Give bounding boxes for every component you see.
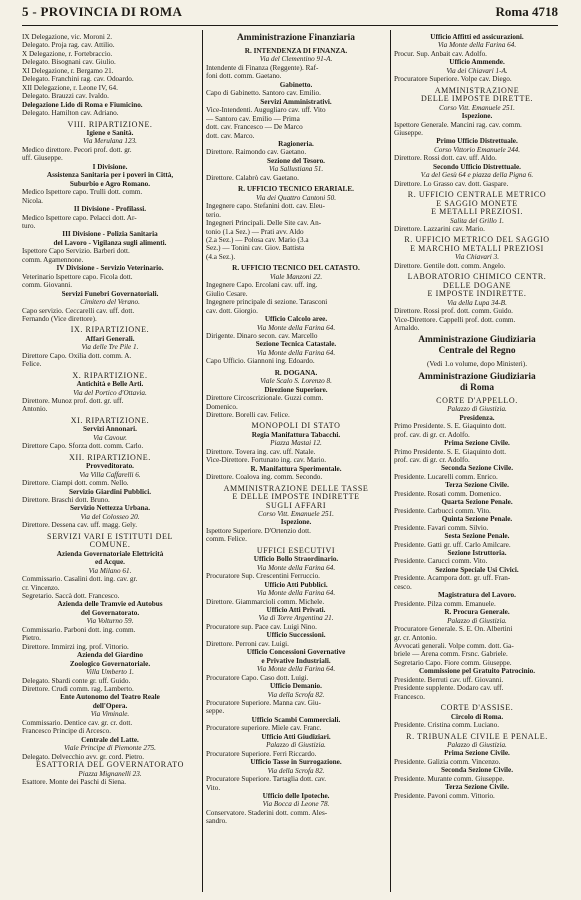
entry-line: Veterinario Ispettore capo. Ficola dott. <box>22 272 133 281</box>
entry-line: Direttore. Calabrò cav. Gaetano. <box>206 173 299 182</box>
entry-line: dott. cav. Marco. <box>206 131 255 140</box>
entry-line: — Santoro cav. Emilio — Prima <box>206 114 300 123</box>
entry-line: Presidente. Favari comm. Silvio. <box>394 523 489 532</box>
office-heading: SERVIZI VARI E ISTITUTI DEL <box>47 532 173 541</box>
section-heading: Azienda delle Tramvie ed Autobus <box>57 600 163 609</box>
section-heading: Presidenza. <box>459 413 495 422</box>
office-heading: E METALLI PREZIOSI. <box>431 208 523 217</box>
section-heading: Gabinetto. <box>279 80 313 89</box>
address-line: Palazzo di Giustizia. <box>447 405 507 414</box>
section-heading: del Governatorato. <box>80 608 140 617</box>
office-heading: ESATTORIA DEL GOVERNATORATO <box>36 761 184 770</box>
entry-line: Giuseppe. <box>394 128 423 137</box>
section-heading: Servizi Annonari. <box>83 425 137 434</box>
entry-line: Delegato. Proja rag. cav. Attilio. <box>22 41 115 50</box>
address-line: Via di Torre Argentina 21. <box>258 614 334 623</box>
section-heading: e Privative Industriali. <box>261 656 331 665</box>
section-heading: R. Manifattura Sperimentale. <box>250 464 342 473</box>
entry-line: Primo Presidente. S. E. Giaquinto dott. <box>394 447 506 456</box>
office-heading: MONOPOLI DI STATO <box>251 422 341 431</box>
section-heading: Sezione Istruttoria. <box>447 549 507 558</box>
section-heading: Ufficio Tasse in Surrogazione. <box>250 758 342 767</box>
section-heading: Commissione pel Gratuito Patrocinio. <box>418 667 536 676</box>
administration-heading: Centrale del Regno <box>438 346 516 357</box>
entry-line: Ingegnere capo. Stefanini dott. cav. Eleu- <box>206 202 325 211</box>
section-heading: Servizi Funebri Governatoriali. <box>61 289 159 298</box>
address-line: Viale Scalo S. Lorenzo 8. <box>260 377 332 386</box>
entry-line: turo. <box>22 221 36 230</box>
entry-line: Direttore. Gentile dott. comm. Angelo. <box>394 261 506 270</box>
entry-line: Direttore. Borelli cav. Felice. <box>206 411 290 420</box>
entry-line: (4.a Sez.). <box>206 252 236 261</box>
entry-line: Presidente. Galizia comm. Vincenzo. <box>394 757 501 766</box>
address-line: Salita del Grillo 1. <box>450 216 504 225</box>
entry-line: Ispettore Generale. Mancini rag. cav. comm. <box>394 120 522 129</box>
office-heading: CORTE D'APPELLO. <box>436 396 518 405</box>
entry-line: dott. cav. Francesco — De Marco <box>206 123 303 132</box>
address-line: Via Sallustiana 51. <box>268 165 324 174</box>
entry-line: Ispettore Superiore. D'Ortenzio dott. <box>206 526 311 535</box>
address-line: Via delle Tre Pile 1. <box>81 343 139 352</box>
address-line: Via dei Quattro Cantoni 50. <box>255 193 337 202</box>
address-line: Via Monte della Farina 64. <box>256 665 336 674</box>
entry-line: Procuratore Sup. Crescentini Ferruccio. <box>206 572 320 581</box>
entry-line: Avvocati generali. Volpe comm. dott. Ga- <box>394 642 514 650</box>
office-heading: E DELLE IMPOSTE INDIRETTE <box>232 493 360 502</box>
entry-line: Delegato. Brauzzi cav. Ivaldo. <box>22 92 109 101</box>
section-heading: Ufficio Bollo Straordinario. <box>253 555 339 564</box>
entry-line: Procur. Sup. Anbait cav. Adolfo. <box>394 49 487 58</box>
section-heading: Servizio Nettezza Urbana. <box>69 504 151 513</box>
entry-line: Delegato. Sbardi conte gr. uff. Guido. <box>22 676 131 685</box>
section-heading: Ufficio Atti Pubblici. <box>264 580 328 589</box>
section-heading: ed Acque. <box>95 558 125 567</box>
section-heading: Assistenza Sanitaria per i poveri in Città, <box>46 171 174 180</box>
entry-line: cr. Vincenzo. <box>22 583 60 592</box>
entry-line: Commissario. Dentice cav. gr. cr. dott. <box>22 718 133 727</box>
entry-line: Procuratore Generale. S. E. On. Albertini <box>394 625 513 634</box>
address-line: Corso Vitt. Emanuele 251. <box>258 510 334 519</box>
page-header <box>22 3 558 26</box>
office-heading: R. UFFICIO METRICO DEL SAGGIO <box>404 236 550 245</box>
address-line: Via della Lupa 34-B. <box>447 298 507 307</box>
address-line: Via Chiavari 3. <box>455 253 499 262</box>
section-heading: Quinta Sezione Penale. <box>441 515 513 524</box>
section-heading: Prima Sezione Civile. <box>444 749 510 758</box>
address-line: Via Merulana 123. <box>83 137 137 146</box>
section-heading: del Lavoro - Vigilanza sugli alimenti. <box>53 238 167 247</box>
section-heading: Centrale del Latte. <box>81 735 139 744</box>
office-heading: DELLE IMPOSTE DIRETTE. <box>420 95 534 104</box>
entry-line: Pietro. <box>22 634 41 643</box>
entry-line: Direttore. Munoz prof. dott. gr. uff. <box>22 397 124 406</box>
section-heading: Ente Autonomo del Teatro Reale <box>60 693 160 702</box>
office-heading: DELLE DOGANE <box>442 281 512 290</box>
address-line: Piazza Mastai 12. <box>270 439 322 448</box>
section-heading: Magistratura del Lavoro. <box>438 591 516 600</box>
section-heading: Ufficio Affitti ed assicurazioni. <box>430 33 524 41</box>
section-heading: IV Divisione - Servizio Veterinario. <box>56 264 164 273</box>
entry-line: uff. Giuseppe. <box>22 154 63 163</box>
section-heading: Ufficio Atti Privati. <box>266 606 326 614</box>
office-heading: E SAGGIO MONETE <box>436 199 518 208</box>
address-line: Via del Colosseo 20. <box>80 512 140 521</box>
section-heading: R. UFFICIO TECNICO ERARIALE. <box>238 185 354 194</box>
address-line: Via dei Chiavari 1-A. <box>446 66 508 75</box>
section-heading: Sezione Tecnica Catastale. <box>255 340 337 349</box>
section-heading: Quarta Sezione Penale. <box>441 498 513 507</box>
entry-line: Primo Presidente. S. E. Giaquinto dott. <box>394 422 506 431</box>
section-heading: Terza Sezione Civile. <box>445 481 509 490</box>
address-line: Cimitero del Verano. <box>80 298 140 307</box>
section-heading: Ufficio Successioni. <box>266 631 326 640</box>
section-heading: dell'Opera. <box>92 701 128 710</box>
section-heading: R. UFFICIO TECNICO DEL CATASTO. <box>232 264 360 273</box>
entry-line: Felice. <box>22 360 42 369</box>
entry-line: Direttore. Tovera ing. cav. uff. Natale. <box>206 447 316 456</box>
entry-line: Vice-Intendenti. Augugliaro cav. uff. Vito <box>206 106 326 115</box>
address-line: Via Milano 61. <box>88 566 132 575</box>
office-heading: XII. RIPARTIZIONE. <box>69 453 151 462</box>
entry-line: Presidente. Lucarelli comm. Enrico. <box>394 472 498 481</box>
entry-line: Direttore. Perroni cav. Luigi. <box>206 639 289 648</box>
entry-line: Delegato. Bisognani cav. Giulio. <box>22 58 116 67</box>
section-heading: Ufficio Atti Giudiziari. <box>261 732 331 741</box>
entry-line: Vice-Direttore. Fortunato ing. cav. Mario. <box>206 456 327 465</box>
address-line: Viale Manzoni 22. <box>269 272 323 281</box>
entry-line: foni dott. comm. Gaetano. <box>206 72 282 81</box>
address-line: Corso Vitt. Emanuele 251. <box>439 103 515 112</box>
entry-line: Presidente. Murante comm. Giuseppe. <box>394 774 505 783</box>
address-line: Palazzo di Giustizia. <box>447 616 507 625</box>
section-heading: Secondo Ufficio Distrettuale. <box>433 162 521 171</box>
address-line: Via Monte della Farina 64. <box>256 323 336 332</box>
entry-line: Direttore. Dessena cav. uff. magg. Gely. <box>22 521 138 530</box>
entry-line: Direttore. Lo Grasso cav. dott. Gaspare. <box>394 179 509 188</box>
section-heading: Ispezione. <box>280 518 312 527</box>
section-heading: Seconda Sezione Civile. <box>440 766 514 775</box>
entry-line: Presidente. Cristina comm. Luciano. <box>394 721 499 730</box>
section-heading: Zoologico Governatoriale. <box>69 659 151 668</box>
address-line: Via della Scrofa 82. <box>267 690 325 699</box>
section-heading: Circolo di Roma. <box>450 712 504 721</box>
office-heading: XI. RIPARTIZIONE. <box>70 416 150 425</box>
section-heading: Ufficio Concessioni Governative <box>246 648 346 657</box>
entry-line: Segretario Capo. Fiore comm. Giuseppe. <box>394 658 512 667</box>
entry-line: XI Delegazione, r. Bergamo 21. <box>22 66 114 75</box>
entry-line: Presidente. Rosati comm. Domenico. <box>394 489 501 498</box>
administration-heading: Amministrazione Giudiziaria <box>418 371 536 382</box>
administration-heading: Amministrazione Finanziaria <box>237 33 355 43</box>
section-heading: Sezione del Tesoro. <box>267 156 325 165</box>
address-line: Piazza Mignanelli 23. <box>78 769 142 778</box>
address-line: Via Monte della Farina 64. <box>256 348 336 357</box>
section-heading: Azienda del Giardino <box>77 651 143 660</box>
entry-line: Procuratore Capo. Caso dott. Luigi. <box>206 673 309 682</box>
section-heading: Affari Generali. <box>85 334 135 343</box>
address-line: Via della Scrofa 82. <box>267 766 325 775</box>
entry-line: Procuratore Superiore. Manna cav. Giu- <box>206 698 321 707</box>
entry-line: Commissario. Casalini dott. ing. cav. gr. <box>22 575 138 584</box>
entry-line: Presidente. Acampora dott. gr. uff. Fran- <box>394 574 511 583</box>
section-heading: II Divisione - Profilassi. <box>73 205 147 214</box>
entry-line: Direttore. Raimondo cav. Gaetano. <box>206 148 307 157</box>
address-line: Via Cavour. <box>93 433 127 442</box>
section-heading: I Divisione. <box>92 162 128 171</box>
section-heading: Antichità e Belle Arti. <box>76 380 144 389</box>
address-line: V.a del Gesù 64 e piazza della Pigna 6. <box>420 171 534 180</box>
entry-line: gr. cr. Antonio. <box>394 633 437 642</box>
section-heading: Ufficio delle Ipoteche. <box>262 791 330 800</box>
administration-heading: di Roma <box>459 382 495 393</box>
page-header-left: 5 - PROVINCIA DI ROMA <box>22 4 183 19</box>
entry-line: Direttore Capo. Sforza dott. comm. Carlo. <box>22 442 144 451</box>
address-line: Corso Vittorio Emanuele 244. <box>433 145 521 154</box>
office-heading: AMMINISTRAZIONE DELLE TASSE <box>223 484 369 493</box>
office-heading: E IMPOSTE INDIRETTE. <box>427 290 527 299</box>
section-heading: R. INTENDENZA DI FINANZA. <box>244 47 348 55</box>
entry-line: briele — Arena comm. Frsnc. Gabriele. <box>394 650 508 659</box>
entry-line: Ispettore Capo Servizio. Barberi dott. <box>22 247 130 256</box>
entry-line: terio. <box>206 210 221 219</box>
section-heading: Ufficio Calcolo aree. <box>264 315 328 324</box>
entry-line: Presidente. Carbucci comm. Vito. <box>394 506 491 515</box>
section-heading: Direzione Superiore. <box>264 385 328 394</box>
section-heading: Ufficio Demanio. <box>270 682 322 691</box>
entry-line: cav. dott. Giorgio. <box>206 306 258 315</box>
address-line: Palazzo di Giustizia. <box>447 740 507 749</box>
office-heading: VIII. RIPARTIZIONE. <box>67 120 153 129</box>
entry-line: Nicola. <box>22 196 43 205</box>
entry-line: Ingegnere Capo. Ercolani cav. uff. ing. <box>206 281 318 290</box>
entry-line: Direttore. Immirzi ing. prof. Vittorio. <box>22 642 129 651</box>
entry-line: XII Delegazione, r. Leone IV, 64. <box>22 83 118 92</box>
entry-line: Conservatore. Staderini dott. comm. Ales- <box>206 808 328 817</box>
office-heading: UFFICI ESECUTIVI <box>256 546 336 555</box>
entry-line: Segretario. Saccà dott. Francesco. <box>22 592 120 600</box>
section-heading: Provveditorato. <box>86 462 134 471</box>
entry-line: Procuratore sup. Pace cav. Luigi Nino. <box>206 622 317 631</box>
address-line: Via Monte della Farina 64. <box>256 589 336 598</box>
entry-line: Presidente. Pavoni comm. Vittorio. <box>394 791 495 800</box>
entry-line: Procuratore Superiore. Ferri Riccardo. <box>206 749 317 758</box>
entry-line: Direttore Capo. Oxilia dott. comm. A. <box>22 351 132 360</box>
address-line: Via Bocca di Leone 78. <box>262 800 330 809</box>
office-heading: LABORATORIO CHIMICO CENTR. <box>407 273 547 282</box>
entry-line: X Delegazione, r. Fortebraccio. <box>22 49 113 58</box>
office-heading: X. RIPARTIZIONE. <box>72 371 148 380</box>
section-heading: Ispezione. <box>461 112 493 121</box>
entry-line: Delegato. Delvecchio avv. gr. cord. Pietro. <box>22 752 145 761</box>
entry-line: Intendente di Finanza (Reggente). Raf- <box>206 63 319 72</box>
section-heading: Delegazione Lido di Roma e Fiumicino. <box>22 100 143 109</box>
entry-line: Direttore Circoscrizionale. Guzzi comm. <box>206 394 324 403</box>
column-rule-1 <box>202 30 203 892</box>
section-heading: Sesta Sezione Penale. <box>444 532 510 541</box>
entry-line: Procuratore superiore. Miele cav. Franc. <box>206 724 322 733</box>
entry-line: sandro. <box>206 817 227 826</box>
office-heading: SUGLI AFFARI <box>265 501 327 510</box>
address-line: Via Viminale. <box>90 710 130 719</box>
section-heading: Prima Sezione Civile. <box>444 439 510 448</box>
entry-line: Medico Ispettore capo. Trulli dott. comm. <box>22 188 143 197</box>
address-line: Via Monte della Farina 64. <box>256 563 336 572</box>
address-line: Villa Umberto 1. <box>86 668 134 677</box>
entry-line: Direttore. Coalova ing. comm. Secondo. <box>206 473 323 482</box>
entry-line: (2.a Sez.) — Polosa cav. Mario (3.a <box>206 235 309 244</box>
entry-line: tonio (1.a Sez.) — Prati avv. Aldo <box>206 227 304 236</box>
entry-line: Fernando (Vice direttore). <box>22 314 97 323</box>
office-heading: IX. RIPARTIZIONE. <box>70 326 150 335</box>
section-heading: Ragioneria. <box>278 139 314 148</box>
office-heading: AMMINISTRAZIONE <box>434 86 520 95</box>
section-heading: Sezione Speciale Usi Civici. <box>435 565 519 574</box>
entry-line: Capo di Gabinetto. Santoro cav. Emilio. <box>206 89 321 98</box>
entry-line: Esattore. Monte dei Paschi di Siena. <box>22 777 126 786</box>
note-line: (Vedi 1.o volume, dopo Ministeri). <box>426 360 527 369</box>
entry-line: Presidente. Berruti cav. uff. Giovanni. <box>394 675 504 684</box>
entry-line: Procuratore Superiore. Tartaglia dott. cav. <box>206 775 327 784</box>
entry-line: Capo Ufficio. Giannoni ing. Edoardo. <box>206 357 315 366</box>
address-line: Via del Clementino 91-A. <box>259 55 333 64</box>
section-heading: R. DOGANA. <box>274 368 318 377</box>
office-heading: E MARCHIO METALLI PREZIOSI <box>410 244 544 253</box>
column-left <box>22 33 198 786</box>
entry-line: Francesco. <box>394 692 425 701</box>
office-heading: R. TRIBUNALE CIVILE E PENALE. <box>406 732 548 741</box>
entry-line: Antonio. <box>22 405 48 414</box>
office-heading: CORTE D'ASSISE. <box>440 704 514 713</box>
column-middle <box>206 33 386 826</box>
entry-line: comm. Agamennone. <box>22 255 84 264</box>
entry-line: Presidente. Pilza comm. Emanuele. <box>394 599 496 608</box>
entry-line: Dirigente. Dinaro secon. cav. Marcello <box>206 331 318 340</box>
entry-line: Direttore. Rossi prof. dott. comm. Guido. <box>394 307 513 316</box>
entry-line: Medico direttore. Pecori prof. dott. gr. <box>22 145 132 154</box>
entry-line: Sez.) — Tonini cav. Giov. Battista <box>206 244 305 253</box>
section-heading: Azienda Governatoriale Elettricità <box>56 549 164 558</box>
entry-line: Direttore. Rossi dott. cav. uff. Aldo. <box>394 154 497 163</box>
entry-line: Vice-Direttore. Cappelli prof. dott. comm. <box>394 315 516 324</box>
entry-line: Presidente. Carucci comm. Vito. <box>394 557 488 566</box>
entry-line: Presidente supplente. Dodaro cav. uff. <box>394 684 504 693</box>
entry-line: Procuratore Superiore. Volpe cav. Diego. <box>394 75 512 84</box>
entry-line: comm. Felice. <box>206 535 247 544</box>
section-heading: Ufficio Scambi Commerciali. <box>251 715 341 724</box>
entry-line: comm. Giovanni. <box>22 281 73 290</box>
office-heading: COMUNE. <box>89 541 131 550</box>
entry-line: Domenico. <box>206 402 238 411</box>
address-line: Viale Principe di Piemonte 275. <box>64 744 156 753</box>
entry-line: prof. cav. di gr. cr. Adolfo. <box>394 430 470 439</box>
address-line: Via del Portico d'Ottavia. <box>73 388 147 397</box>
address-line: Via Villa Caffarelli 6. <box>79 470 141 479</box>
entry-line: Direttore. Braschi dott. Bruno. <box>22 496 110 505</box>
entry-line: prof. cav. di gr. cr. Adolfo. <box>394 456 470 465</box>
entry-line: Direttore. Giammarcioli comm. Michele. <box>206 597 325 606</box>
entry-line: Francesco Principe di Arcesco. <box>22 727 112 736</box>
entry-line: IX Delegazione, vic. Moroni 2. <box>22 33 113 41</box>
page-header-right: Roma 4718 <box>495 4 558 19</box>
section-heading: III Divisione - Polizia Sanitaria <box>62 230 158 239</box>
entry-line: Capo servizio. Ceccarelli cav. uff. dott. <box>22 306 135 315</box>
address-line: Via Volturno 59. <box>86 617 134 626</box>
column-right <box>394 33 560 800</box>
section-heading: Igiene e Sanità. <box>86 128 134 137</box>
entry-line: Delegato. Franchini rag. cav. Odoardo. <box>22 75 134 84</box>
entry-line: Commissario. Parboni dott. ing. comm. <box>22 625 136 634</box>
section-heading: Regia Manifattura Tabacchi. <box>251 430 341 439</box>
section-heading: Servizi Amministrativi. <box>260 97 332 106</box>
entry-line: Arnaldo. <box>394 323 420 332</box>
section-heading: Terza Sezione Civile. <box>445 783 509 792</box>
section-heading: Servizio Giardini Pubblici. <box>68 487 152 496</box>
section-heading: Primo Ufficio Distrettuale. <box>436 137 518 146</box>
entry-line: Giulio Cesare. <box>206 289 248 298</box>
address-line: Palazzo di Giustizia. <box>266 741 326 750</box>
entry-line: Direttore. Lazzarini cav. Mario. <box>394 224 485 233</box>
column-rule-2 <box>390 30 391 892</box>
section-heading: Ufficio Ammende. <box>449 58 505 67</box>
administration-heading: Amministrazione Giudiziaria <box>418 335 536 346</box>
entry-line: cesco. <box>394 582 412 591</box>
entry-line: Delegato. Hamilton cav. Adriano. <box>22 109 119 118</box>
entry-line: Ingegnere principale di sezione. Tarasconi <box>206 298 328 307</box>
entry-line: seppe. <box>206 707 225 716</box>
office-heading: R. UFFICIO CENTRALE METRICO <box>407 191 547 200</box>
section-heading: Suburbio e Agro Romano. <box>69 179 151 188</box>
entry-line: Direttore. Ciampi dott. comm. Nello. <box>22 479 129 488</box>
section-heading: R. Procura Generale. <box>444 608 510 617</box>
entry-line: Medico Ispettore capo. Pelacci dott. Ar- <box>22 213 137 222</box>
entry-line: Presidente. Gatti gr. uff. Carlo Amilcare. <box>394 540 511 549</box>
section-heading: Seconda Sezione Civile. <box>440 464 514 473</box>
entry-line: Ingegneri Principali. Delle Site cav. An- <box>206 219 322 228</box>
address-line: Via Monte della Farina 64. <box>437 41 517 50</box>
entry-line: Vito. <box>206 783 221 792</box>
entry-line: Direttore. Crudi comm. rag. Lamberto. <box>22 684 134 693</box>
